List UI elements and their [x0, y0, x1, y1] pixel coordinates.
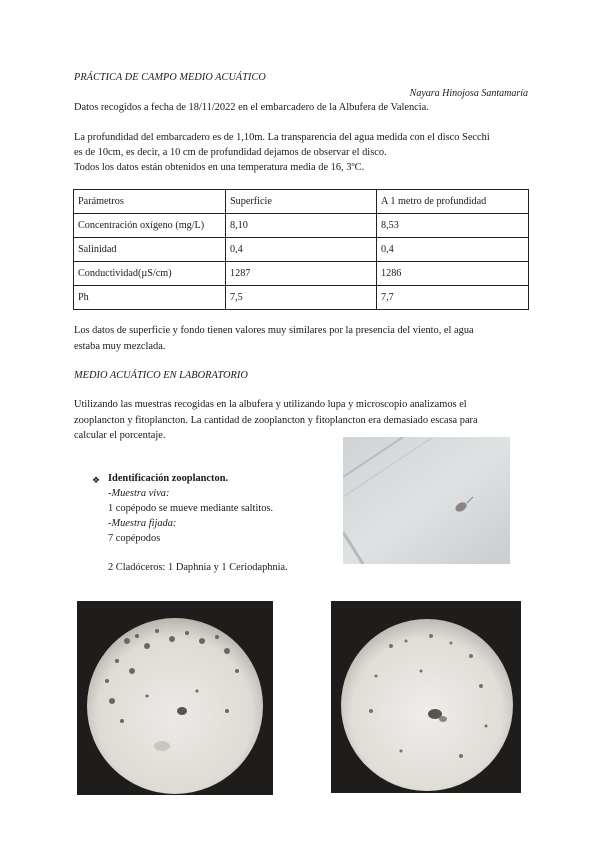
lab-paragraph-line-2: zooplancton y fitoplancton. La cantidad de zooplancton y fitoplancton era demasiado escasa para	[74, 415, 478, 426]
table-row	[74, 286, 529, 310]
depth-paragraph-line-1: La profundidad del embarcadero es de 1,10m. La transparencia del agua medida con el disco Secchi	[74, 132, 490, 143]
table-cell: 8,10	[226, 214, 377, 238]
table-row	[74, 262, 529, 286]
table-cell: 1286	[377, 262, 529, 286]
table-header-row	[74, 190, 529, 214]
table-cell: 0,4	[226, 238, 377, 262]
table-cell: 7,7	[377, 286, 529, 310]
lab-section-title: MEDIO ACUÁTICO EN LABORATORIO	[74, 370, 248, 381]
fixed-sample-text: 7 copépodos	[108, 533, 161, 544]
table-header-cell: Superficie	[226, 190, 377, 214]
identification-heading: Identificación zooplancton.	[108, 473, 229, 484]
table-cell: Salinidad	[74, 238, 226, 262]
author-name: Nayara Hinojosa Santamaría	[409, 88, 528, 99]
table-header-cell: A 1 metro de profundidad	[377, 190, 529, 214]
table-cell: Conductividad(µS/cm)	[74, 262, 226, 286]
fixed-sample-label: -Muestra fijada:	[108, 518, 177, 529]
lab-paragraph-line-3: calcular el porcentaje.	[74, 430, 166, 441]
loupe-photo	[343, 437, 510, 564]
live-sample-label: -Muestra viva:	[108, 488, 170, 499]
table-cell: 8,53	[377, 214, 529, 238]
lab-paragraph-line-1: Utilizando las muestras recogidas en la albufera y utilizando lupa y microscopio analizamos el	[74, 399, 467, 410]
similarity-paragraph-line-1: Los datos de superficie y fondo tienen valores muy similares por la presencia del viento, el agua	[74, 325, 474, 336]
table-cell: 1287	[226, 262, 377, 286]
depth-paragraph-line-3: Todos los datos están obtenidos en una temperatura media de 16, 3ºC.	[74, 162, 365, 173]
table-row	[74, 238, 529, 262]
microscope-photo-1	[77, 601, 273, 795]
table-cell: 7,5	[226, 286, 377, 310]
parameters-table	[73, 189, 529, 310]
practice-title: PRÁCTICA DE CAMPO MEDIO ACUÁTICO	[74, 72, 266, 83]
table-cell: Concentración oxígeno (mg/L)	[74, 214, 226, 238]
cladocera-text: 2 Cladóceros: 1 Daphnia y 1 Ceriodaphnia.	[108, 562, 288, 573]
similarity-paragraph-line-2: estaba muy mezclada.	[74, 341, 166, 352]
intro-text: Datos recogidos a fecha de 18/11/2022 en el embarcadero de la Albufera de Valencia.	[74, 102, 429, 113]
table-row	[74, 214, 529, 238]
live-sample-text: 1 copépodo se mueve mediante saltitos.	[108, 503, 274, 514]
table-cell: Ph	[74, 286, 226, 310]
depth-paragraph-line-2: es de 10cm, es decir, a 10 cm de profundidad dejamos de observar el disco.	[74, 147, 387, 158]
table-header-cell: Parámetros	[74, 190, 226, 214]
table-cell: 0,4	[377, 238, 529, 262]
diamond-bullet-icon: ❖	[92, 475, 101, 485]
microscope-photo-2	[331, 601, 521, 793]
